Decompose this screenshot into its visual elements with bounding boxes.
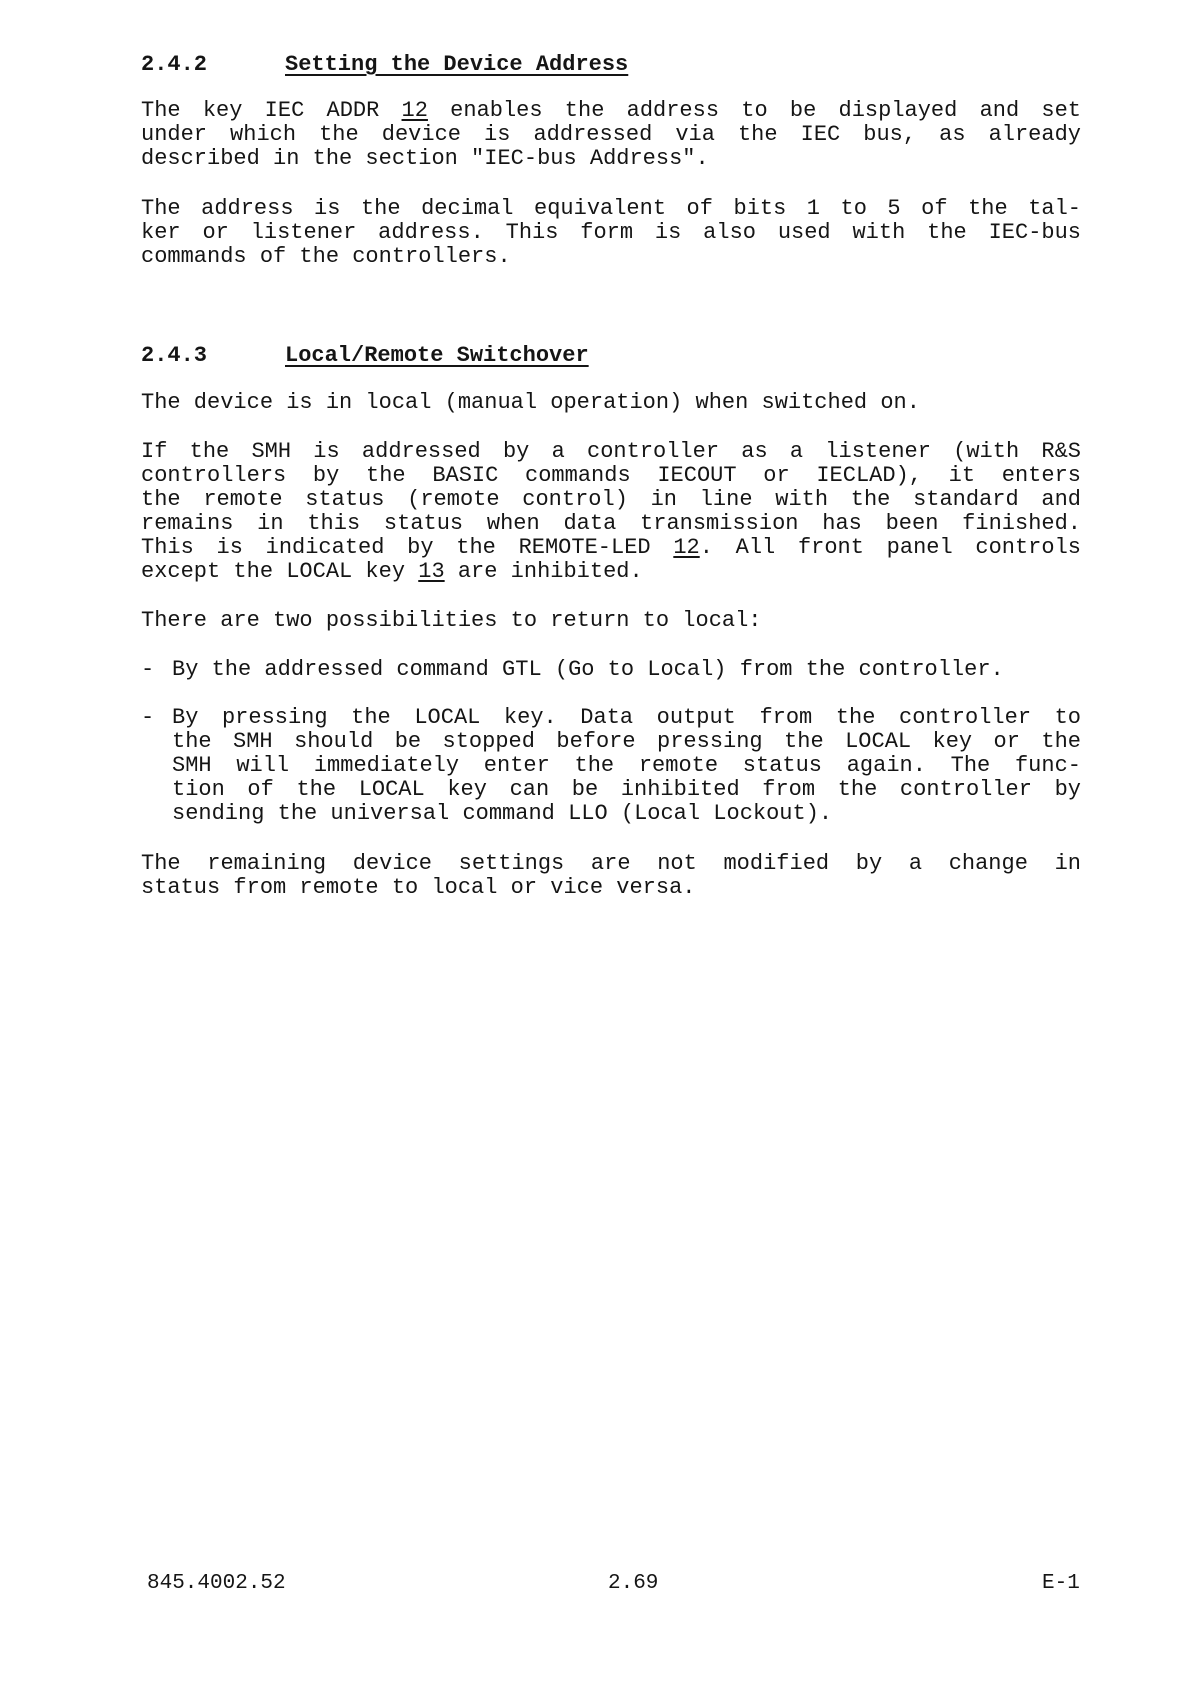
text-line: By the addressed command GTL (Go to Local) from the controller. — [172, 657, 1004, 682]
bullet-dash: - — [141, 705, 155, 730]
paragraph-remaining-settings — [141, 852, 1081, 900]
bullet-dash: - — [141, 657, 155, 682]
text-line: tion of the LOCAL key can be inhibited from the controller by — [172, 777, 1081, 802]
section-title: Local/Remote Switchover — [285, 343, 589, 368]
text-line: The device is in local (manual operation) when switched on. — [141, 390, 920, 415]
paragraph-local-default — [141, 391, 1081, 415]
text-line: remains in this status when data transmission has been finished. — [141, 511, 1081, 536]
paragraph-return-options — [141, 609, 1081, 633]
text-line: the SMH should be stopped before pressing the LOCAL key or the — [172, 729, 1081, 754]
reference-number: 12 — [673, 535, 700, 560]
footer-page-number: 2.69 — [608, 1572, 659, 1595]
list-item-local-key — [141, 706, 1081, 826]
text-line: The address is the decimal equivalent of bits 1 to 5 of the tal- — [141, 196, 1081, 221]
text-line: ker or listener address. This form is also used with the IEC-bus — [141, 220, 1081, 245]
text-line: under which the device is addressed via the IEC bus, as already — [141, 122, 1081, 147]
text-line: This is indicated by the REMOTE-LED 12. All front panel controls — [141, 535, 1081, 560]
section-heading-2-4-3 — [141, 343, 589, 368]
text-line: except the LOCAL key 13 are inhibited. — [141, 559, 643, 584]
text-line: status from remote to local or vice versa. — [141, 875, 696, 900]
footer-edition: E-1 — [1042, 1572, 1080, 1595]
section-number: 2.4.3 — [141, 343, 208, 368]
text-line: There are two possibilities to return to local: — [141, 608, 762, 633]
text-line: The key IEC ADDR 12 enables the address to be displayed and set — [141, 98, 1081, 123]
text-line: controllers by the BASIC commands IECOUT or IECLAD), it enters — [141, 463, 1081, 488]
paragraph-remote-status — [141, 440, 1081, 584]
section-heading-2-4-2 — [141, 52, 628, 77]
list-item-gtl — [141, 658, 1081, 682]
section-title: Setting the Device Address — [285, 52, 629, 77]
paragraph-key-iec-addr — [141, 99, 1081, 171]
reference-number: 13 — [418, 559, 445, 584]
reference-number: 12 — [401, 98, 428, 123]
paragraph-address-format — [141, 197, 1081, 269]
text-line: the remote status (remote control) in line with the standard and — [141, 487, 1081, 512]
text-line: sending the universal command LLO (Local Lockout). — [172, 801, 833, 826]
text-line: The remaining device settings are not modified by a change in — [141, 851, 1081, 876]
text-line: commands of the controllers. — [141, 244, 511, 269]
text-line: By pressing the LOCAL key. Data output from the controller to — [172, 705, 1081, 730]
text-line: If the SMH is addressed by a controller as a listener (with R&S — [141, 439, 1081, 464]
text-line: described in the section "IEC-bus Address". — [141, 146, 709, 171]
footer-doc-number: 845.4002.52 — [147, 1572, 286, 1595]
section-number: 2.4.2 — [141, 52, 208, 77]
text-line: SMH will immediately enter the remote status again. The func- — [172, 753, 1081, 778]
